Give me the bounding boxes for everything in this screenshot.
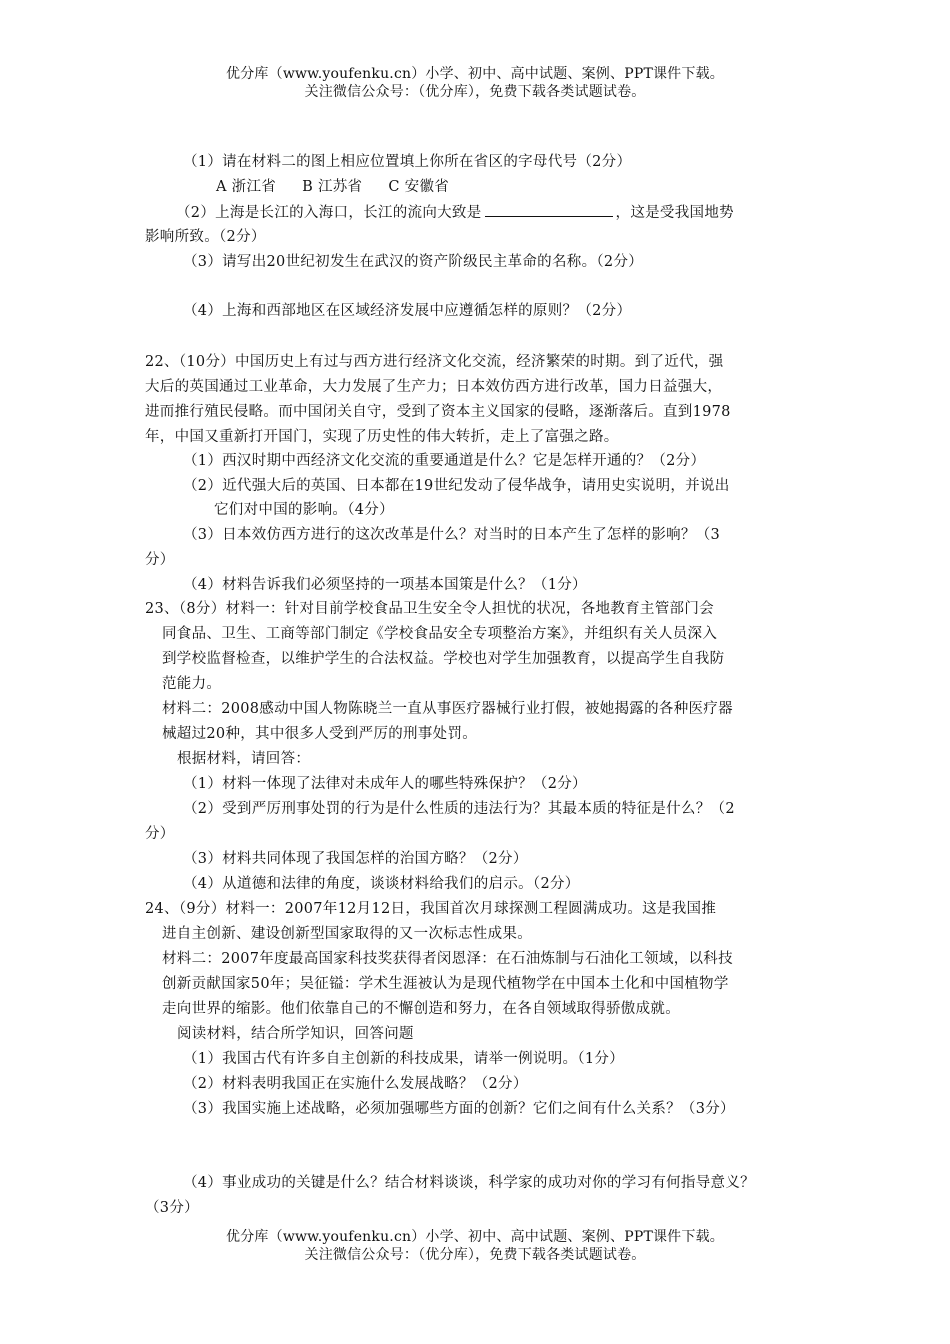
q23-sub1: （1）材料一体现了法律对未成年人的哪些特殊保护？（2分） bbox=[183, 776, 587, 792]
q21-sub2-cont: 影响所致。（2分） bbox=[145, 229, 266, 245]
q22-sub1: （1）西汉时期中西经济文化交流的重要通道是什么？它是怎样开通的？（2分） bbox=[183, 453, 706, 469]
q24-line1: 24、（9分）材料一：2007年12月12日，我国首次月球探测工程圆满成功。这是我国推 bbox=[145, 901, 717, 917]
q23-sub2: （2）受到严厉刑事处罚的行为是什么性质的违法行为？其最本质的特征是什么？（2 bbox=[183, 801, 735, 817]
q23-line2: 同食品、卫生、工商等部门制定《学校食品安全专项整治方案》，并组织有关人员深入 bbox=[162, 626, 718, 642]
q23-line4: 范能力。 bbox=[162, 676, 222, 692]
q23-material2-cont: 械超过20种，其中很多人受到严厉的刑事处罚。 bbox=[162, 726, 478, 742]
q24-material2-line3: 走向世界的缩影。他们依靠自己的不懈创造和努力，在各自领域取得骄傲成就。 bbox=[162, 1001, 680, 1017]
q21-sub3: （3）请写出20世纪初发生在武汉的资产阶级民主革命的名称。（2分） bbox=[183, 254, 644, 270]
q23-sub3: （3）材料共同体现了我国怎样的治国方略？（2分） bbox=[183, 851, 528, 867]
q22-line2: 大后的英国通过工业革命，大力发展了生产力；日本效仿西方进行改革，国力日益强大， bbox=[145, 379, 723, 395]
q23-material2: 材料二：2008感动中国人物陈晓兰一直从事医疗器械行业打假，被她揭露的各种医疗器 bbox=[162, 701, 733, 717]
q24-material2-line2: 创新贡献国家50年；吴征镒：学术生涯被认为是现代植物学在中国本土化和中国植物学 bbox=[162, 976, 729, 992]
q21-sub4: （4）上海和西部地区在区域经济发展中应遵循怎样的原则？（2分） bbox=[183, 303, 632, 319]
q24-material2: 材料二：2007年度最高国家科技奖获得者闵恩泽：在石油炼制与石油化工领域，以科技 bbox=[162, 951, 733, 967]
page-footer-line1: 优分库（www.youfenku.cn）小学、初中、高中试题、案例、PPT课件下载。 bbox=[226, 1229, 724, 1245]
answer-blank[interactable] bbox=[485, 202, 613, 217]
q22-line4: 年，中国又重新打开国门，实现了历史性的伟大转折，走上了富强之路。 bbox=[145, 429, 619, 445]
q23-sub4: （4）从道德和法律的角度，谈谈材料给我们的启示。（2分） bbox=[183, 876, 580, 892]
q22-sub3: （3）日本效仿西方进行的这次改革是什么？对当时的日本产生了怎样的影响？（3 bbox=[183, 527, 721, 543]
q23-line3: 到学校监督检查，以维护学生的合法权益。学校也对学生加强教育，以提高学生自我防 bbox=[162, 651, 725, 667]
q21-sub2-text-after: ，这是受我国地势 bbox=[615, 205, 734, 221]
page-header-line2: 关注微信公众号：（优分库），免费下载各类试题试卷。 bbox=[304, 84, 646, 100]
q24-line2: 进自主创新、建设创新型国家取得的又一次标志性成果。 bbox=[162, 926, 532, 942]
q24-prompt: 阅读材料，结合所学知识，回答问题 bbox=[177, 1026, 414, 1042]
q24-sub3: （3）我国实施上述战略，必须加强哪些方面的创新？它们之间有什么关系？（3分） bbox=[183, 1101, 735, 1117]
q21-sub1: （1）请在材料二的图上相应位置填上你所在省区的字母代号（2分） bbox=[183, 154, 632, 170]
q24-sub4: （4）事业成功的关键是什么？结合材料谈谈，科学家的成功对你的学习有何指导意义？ bbox=[183, 1175, 755, 1191]
q22-sub2: （2）近代强大后的英国、日本都在19世纪发动了侵华战争，请用史实说明，并说出 bbox=[183, 478, 730, 494]
q21-option-c: C 安徽省 bbox=[388, 179, 450, 195]
q24-sub1: （1）我国古代有许多自主创新的科技成果，请举一例说明。（1分） bbox=[183, 1051, 624, 1067]
q21-sub2 bbox=[176, 202, 734, 223]
q23-sub2-cont: 分） bbox=[145, 826, 175, 842]
q23-prompt: 根据材料，请回答： bbox=[177, 751, 311, 767]
q22-line3: 进而推行殖民侵略。而中国闭关自守，受到了资本主义国家的侵略，逐渐落后。直到1978 bbox=[145, 404, 731, 420]
q22-line1: 22、（10分）中国历史上有过与西方进行经济文化交流，经济繁荣的时期。到了近代，强 bbox=[145, 354, 724, 370]
q21-option-a: A 浙江省 bbox=[216, 179, 277, 195]
q23-line1: 23、（8分）材料一：针对目前学校食品卫生安全令人担忧的状况，各地教育主管部门会 bbox=[145, 601, 714, 617]
q24-sub2: （2）材料表明我国正在实施什么发展战略？（2分） bbox=[183, 1076, 528, 1092]
q24-sub4-cont: （3分） bbox=[145, 1200, 199, 1216]
page-footer-line2: 关注微信公众号：（优分库），免费下载各类试题试卷。 bbox=[304, 1247, 646, 1263]
q21-option-b: B 江苏省 bbox=[302, 179, 363, 195]
q22-sub4: （4）材料告诉我们必须坚持的一项基本国策是什么？（1分） bbox=[183, 577, 587, 593]
q22-sub2-cont: 它们对中国的影响。（4分） bbox=[214, 502, 394, 518]
q22-sub3-cont: 分） bbox=[145, 552, 175, 568]
page-header-line1: 优分库（www.youfenku.cn）小学、初中、高中试题、案例、PPT课件下载。 bbox=[226, 66, 724, 82]
q21-options bbox=[216, 177, 475, 197]
q21-sub2-text-before: （2）上海是长江的入海口，长江的流向大致是 bbox=[176, 205, 482, 221]
